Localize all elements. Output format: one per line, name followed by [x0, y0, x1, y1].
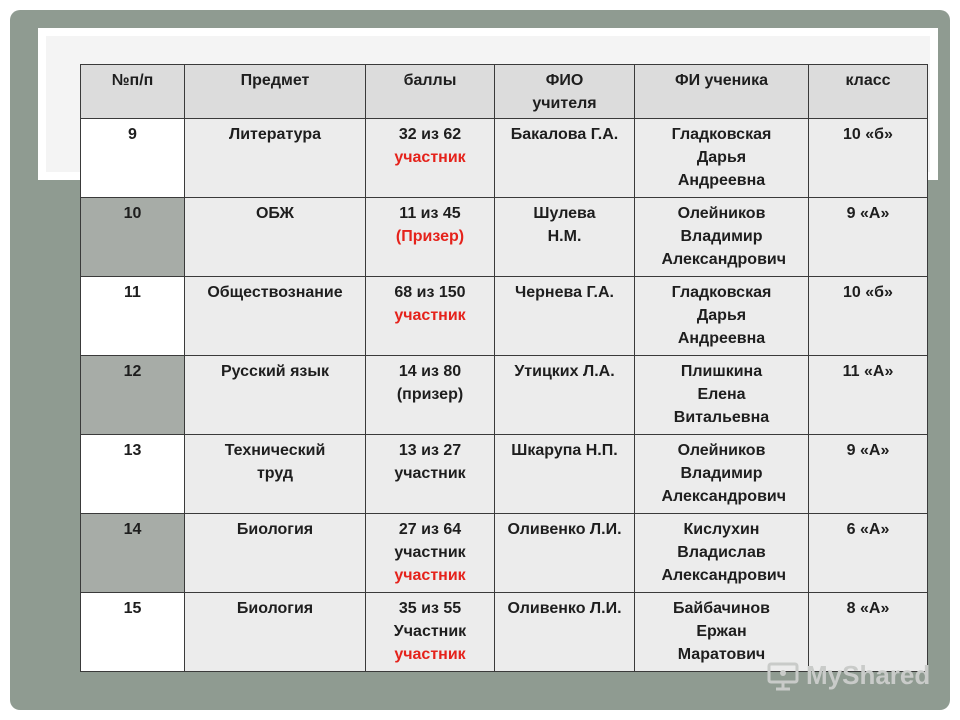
teacher-cell — [495, 593, 635, 672]
score-value: 68 из 150 — [394, 284, 466, 301]
student-cell — [635, 198, 809, 277]
subject-cell — [185, 277, 366, 356]
teacher-name: Оливенко Л.И. — [507, 600, 622, 617]
olympiad-results-table — [80, 64, 928, 672]
student-name: Гладковская Дарья Андреевна — [671, 284, 772, 347]
score-value: 32 из 62 — [398, 126, 462, 143]
teacher-cell — [495, 356, 635, 435]
grade-cell: 9 «А» — [809, 198, 928, 277]
teacher-name: Чернева Г.А. — [515, 284, 614, 301]
student-cell — [635, 277, 809, 356]
header-subject: Предмет — [185, 65, 366, 119]
subject-text: Литература — [228, 126, 322, 143]
grade-cell: 10 «б» — [809, 277, 928, 356]
header-teacher: ФИО учителя — [495, 65, 635, 119]
student-name: Кислухин Владислав Александрович — [661, 521, 787, 584]
student-cell — [635, 356, 809, 435]
grade-cell: 8 «А» — [809, 593, 928, 672]
teacher-name: Шкарупа Н.П. — [511, 442, 618, 459]
status-label: участник — [394, 544, 466, 561]
student-name: Олейников Владимир Александрович — [661, 442, 787, 505]
student-name: Плишкина Елена Витальевна — [673, 363, 770, 426]
score-cell — [366, 514, 495, 593]
table-row — [81, 514, 928, 593]
score-cell — [366, 593, 495, 672]
row-number: 13 — [81, 435, 185, 514]
teacher-name: Шулева Н.М. — [533, 205, 596, 245]
watermark — [766, 660, 930, 691]
score-cell — [366, 119, 495, 198]
teacher-name: Оливенко Л.И. — [507, 521, 622, 538]
score-cell — [366, 198, 495, 277]
subject-text: Обществознание — [207, 284, 343, 301]
grade-cell: 11 «А» — [809, 356, 928, 435]
header-grade: класс — [809, 65, 928, 119]
row-number: 14 — [81, 514, 185, 593]
teacher-cell — [495, 277, 635, 356]
table-row — [81, 198, 928, 277]
teacher-name: Бакалова Г.А. — [510, 126, 619, 143]
status-label: (призер) — [396, 386, 464, 403]
student-name: Байбачинов Ержан Маратович — [672, 600, 770, 663]
row-number: 12 — [81, 356, 185, 435]
teacher-cell — [495, 435, 635, 514]
student-name: Олейников Владимир Александрович — [661, 205, 787, 268]
score-cell — [366, 435, 495, 514]
subject-text: Биология — [236, 521, 314, 538]
student-cell — [635, 514, 809, 593]
header-score: баллы — [366, 65, 495, 119]
score-value: 11 из 45 — [399, 205, 461, 222]
teacher-name: Утицких Л.А. — [514, 363, 615, 380]
student-cell — [635, 119, 809, 198]
teacher-cell — [495, 514, 635, 593]
status-label: участник — [394, 307, 466, 324]
teacher-cell — [495, 198, 635, 277]
score-value: 14 из 80 — [398, 363, 462, 380]
subject-text: ОБЖ — [255, 205, 294, 222]
grade-cell: 9 «А» — [809, 435, 928, 514]
score-cell — [366, 277, 495, 356]
table-header-row — [81, 65, 928, 119]
student-name: Гладковская Дарья Андреевна — [671, 126, 772, 189]
subject-text: Русский язык — [220, 363, 330, 380]
subject-cell — [185, 119, 366, 198]
table-row — [81, 435, 928, 514]
subject-cell — [185, 198, 366, 277]
status-label: участник — [394, 149, 466, 166]
row-number: 10 — [81, 198, 185, 277]
teacher-cell — [495, 119, 635, 198]
subject-cell — [185, 593, 366, 672]
subject-text: Биология — [236, 600, 314, 617]
score-value: 27 из 64 — [398, 521, 462, 538]
score-cell — [366, 356, 495, 435]
subject-text: Технический труд — [224, 442, 326, 482]
row-number: 9 — [81, 119, 185, 198]
status-label: участник — [394, 465, 466, 482]
score-value: 13 из 27 — [398, 442, 462, 459]
subject-cell — [185, 356, 366, 435]
status-label: Участник — [393, 623, 467, 640]
row-number: 11 — [81, 277, 185, 356]
header-number: №п/п — [81, 65, 185, 119]
table-row — [81, 277, 928, 356]
table-row — [81, 356, 928, 435]
presentation-board-icon — [766, 661, 800, 691]
watermark-text: MyShared — [806, 660, 931, 690]
status-label: (Призер) — [395, 228, 465, 245]
status-label: участник — [394, 567, 466, 584]
subject-cell — [185, 514, 366, 593]
grade-cell: 6 «А» — [809, 514, 928, 593]
header-student: ФИ ученика — [635, 65, 809, 119]
status-label: участник — [394, 646, 466, 663]
grade-cell: 10 «б» — [809, 119, 928, 198]
subject-cell — [185, 435, 366, 514]
score-value: 35 из 55 — [398, 600, 462, 617]
table-row — [81, 119, 928, 198]
row-number: 15 — [81, 593, 185, 672]
student-cell — [635, 435, 809, 514]
